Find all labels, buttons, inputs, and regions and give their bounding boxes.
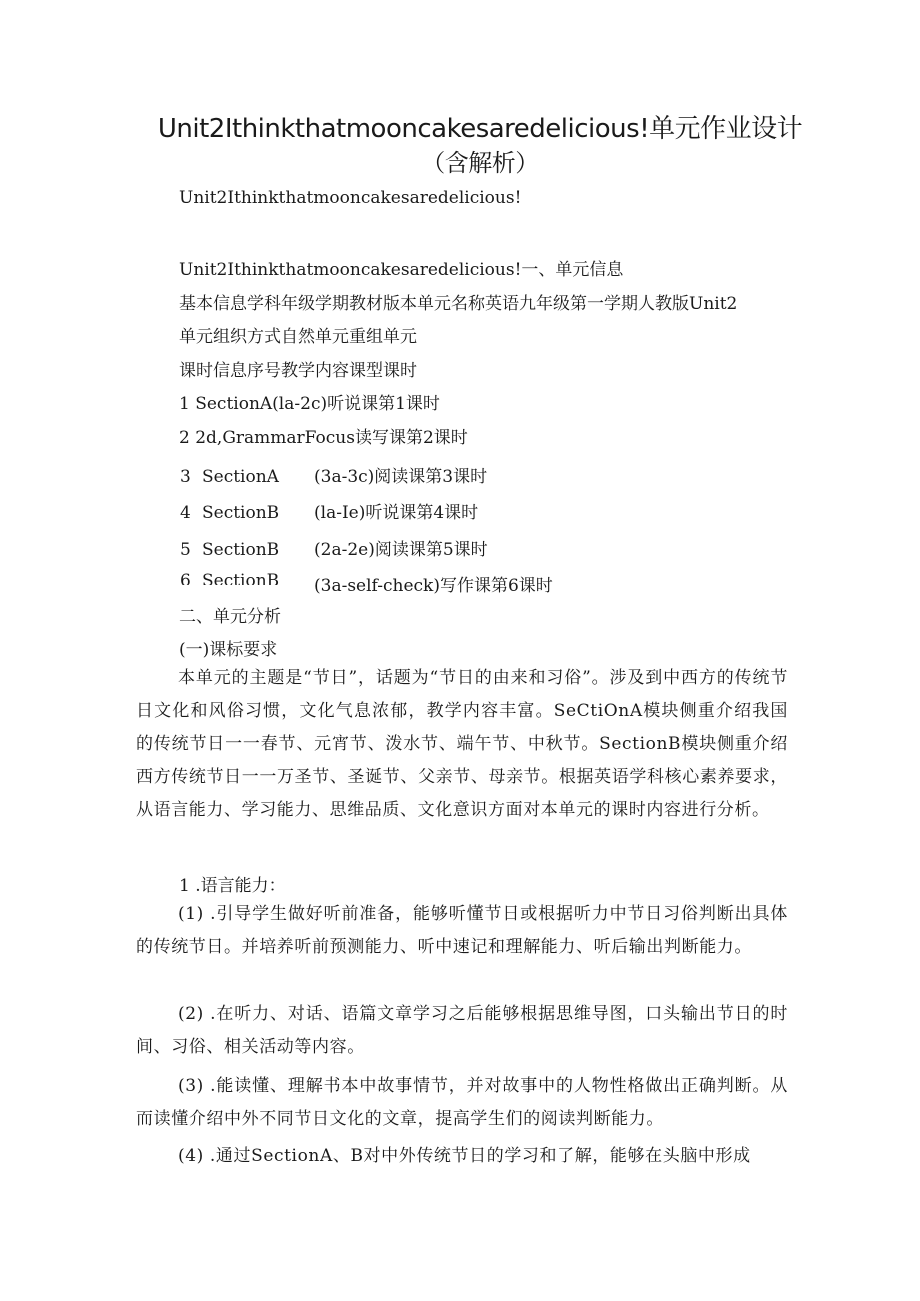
item-1 [136,898,788,964]
section-2-heading: 二、单元分析 [179,607,281,627]
lesson-section: SectionB [202,540,280,560]
lesson-row-4 [180,498,478,523]
lesson-number: 5 [180,540,191,560]
lesson-section: SectionB [202,503,280,523]
subtitle: Unit2Ithinkthatmooncakesaredelicious! [179,188,522,208]
item-3 [136,1070,788,1136]
document-title [130,112,830,180]
lesson-number: 6 [180,571,191,585]
basic-info-line-2: 单元组织方式自然单元重组单元 [179,327,417,347]
lesson-row-2: 2 2d,GrammarFocus读写课第2课时 [179,428,468,448]
item-2 [136,998,788,1064]
subsection-1-heading: (一)课标要求 [179,640,278,660]
item-text: (3) .能读懂、理解书本中故事情节，并对故事中的人物性格做出正确判断。从而读懂介绍中外不同节日文化的文章，提高学生们的阅读判断能力。 [136,1076,788,1129]
lesson-row-6 [180,571,553,596]
lesson-section: SectionB [202,571,280,585]
lesson-detail: (3a-self-check)写作课第6课时 [314,576,553,596]
title-line-2: （含解析） [421,149,539,177]
basic-info-line-1: 基本信息学科年级学期教材版本单元名称英语九年级第一学期人教版Unit2 [179,294,738,314]
lesson-section: SectionA [202,467,279,487]
unit-info-heading: Unit2Ithinkthatmooncakesaredelicious!一、单元信息 [179,260,624,280]
lesson-number: 4 [180,503,191,523]
lesson-number: 3 [180,467,191,487]
lesson-detail: (3a-3c)阅读课第3课时 [314,467,488,487]
title-line-1: Unit2Ithinkthatmooncakesaredelicious!单元作业设计 [157,114,803,144]
item-text: (4) .通过SectionA、B对中外传统节日的学习和了解，能够在头脑中形成 [178,1146,751,1166]
item-text: (2) .在听力、对话、语篇文章学习之后能够根据思维导图，口头输出节日的时间、习俗、相关活动等内容。 [136,1004,788,1057]
lesson-row-3 [180,462,487,487]
lesson-detail: (la-Ie)听说课第4课时 [314,503,479,523]
item-4 [136,1140,788,1173]
item-text: (1) .引导学生做好听前准备，能够听懂节日或根据听力中节日习俗判断出具体的传统节日。并培养听前预测能力、听中速记和理解能力、听后输出判断能力。 [136,904,788,957]
lesson-row-1: 1 SectionA(la-2c)听说课第1课时 [179,394,440,414]
paragraph-text: 本单元的主题是“节日”，话题为“节日的由来和习俗”。涉及到中西方的传统节日文化和风俗习惯，文化气息浓郁，教学内容丰富。SeCtiOnA模块侧重介绍我国的传统节日一一春节、元宵节、泼水节、端午节、中秋节。SectionB模块侧重介绍西方传统节日一一万圣节、圣诞节、父亲节、母亲节。根据英语学科核心素养要求，从语言能力、学习能力、思维品质、文化意识方面对本单元的课时内容进行分析。 [136,668,788,820]
lesson-row-5 [180,535,488,560]
language-ability-heading: 1 .语言能力： [179,876,286,896]
lesson-info-header: 课时信息序号教学内容课型课时 [179,361,417,381]
lesson-detail: (2a-2e)阅读课第5课时 [314,540,488,560]
main-paragraph [136,662,788,827]
